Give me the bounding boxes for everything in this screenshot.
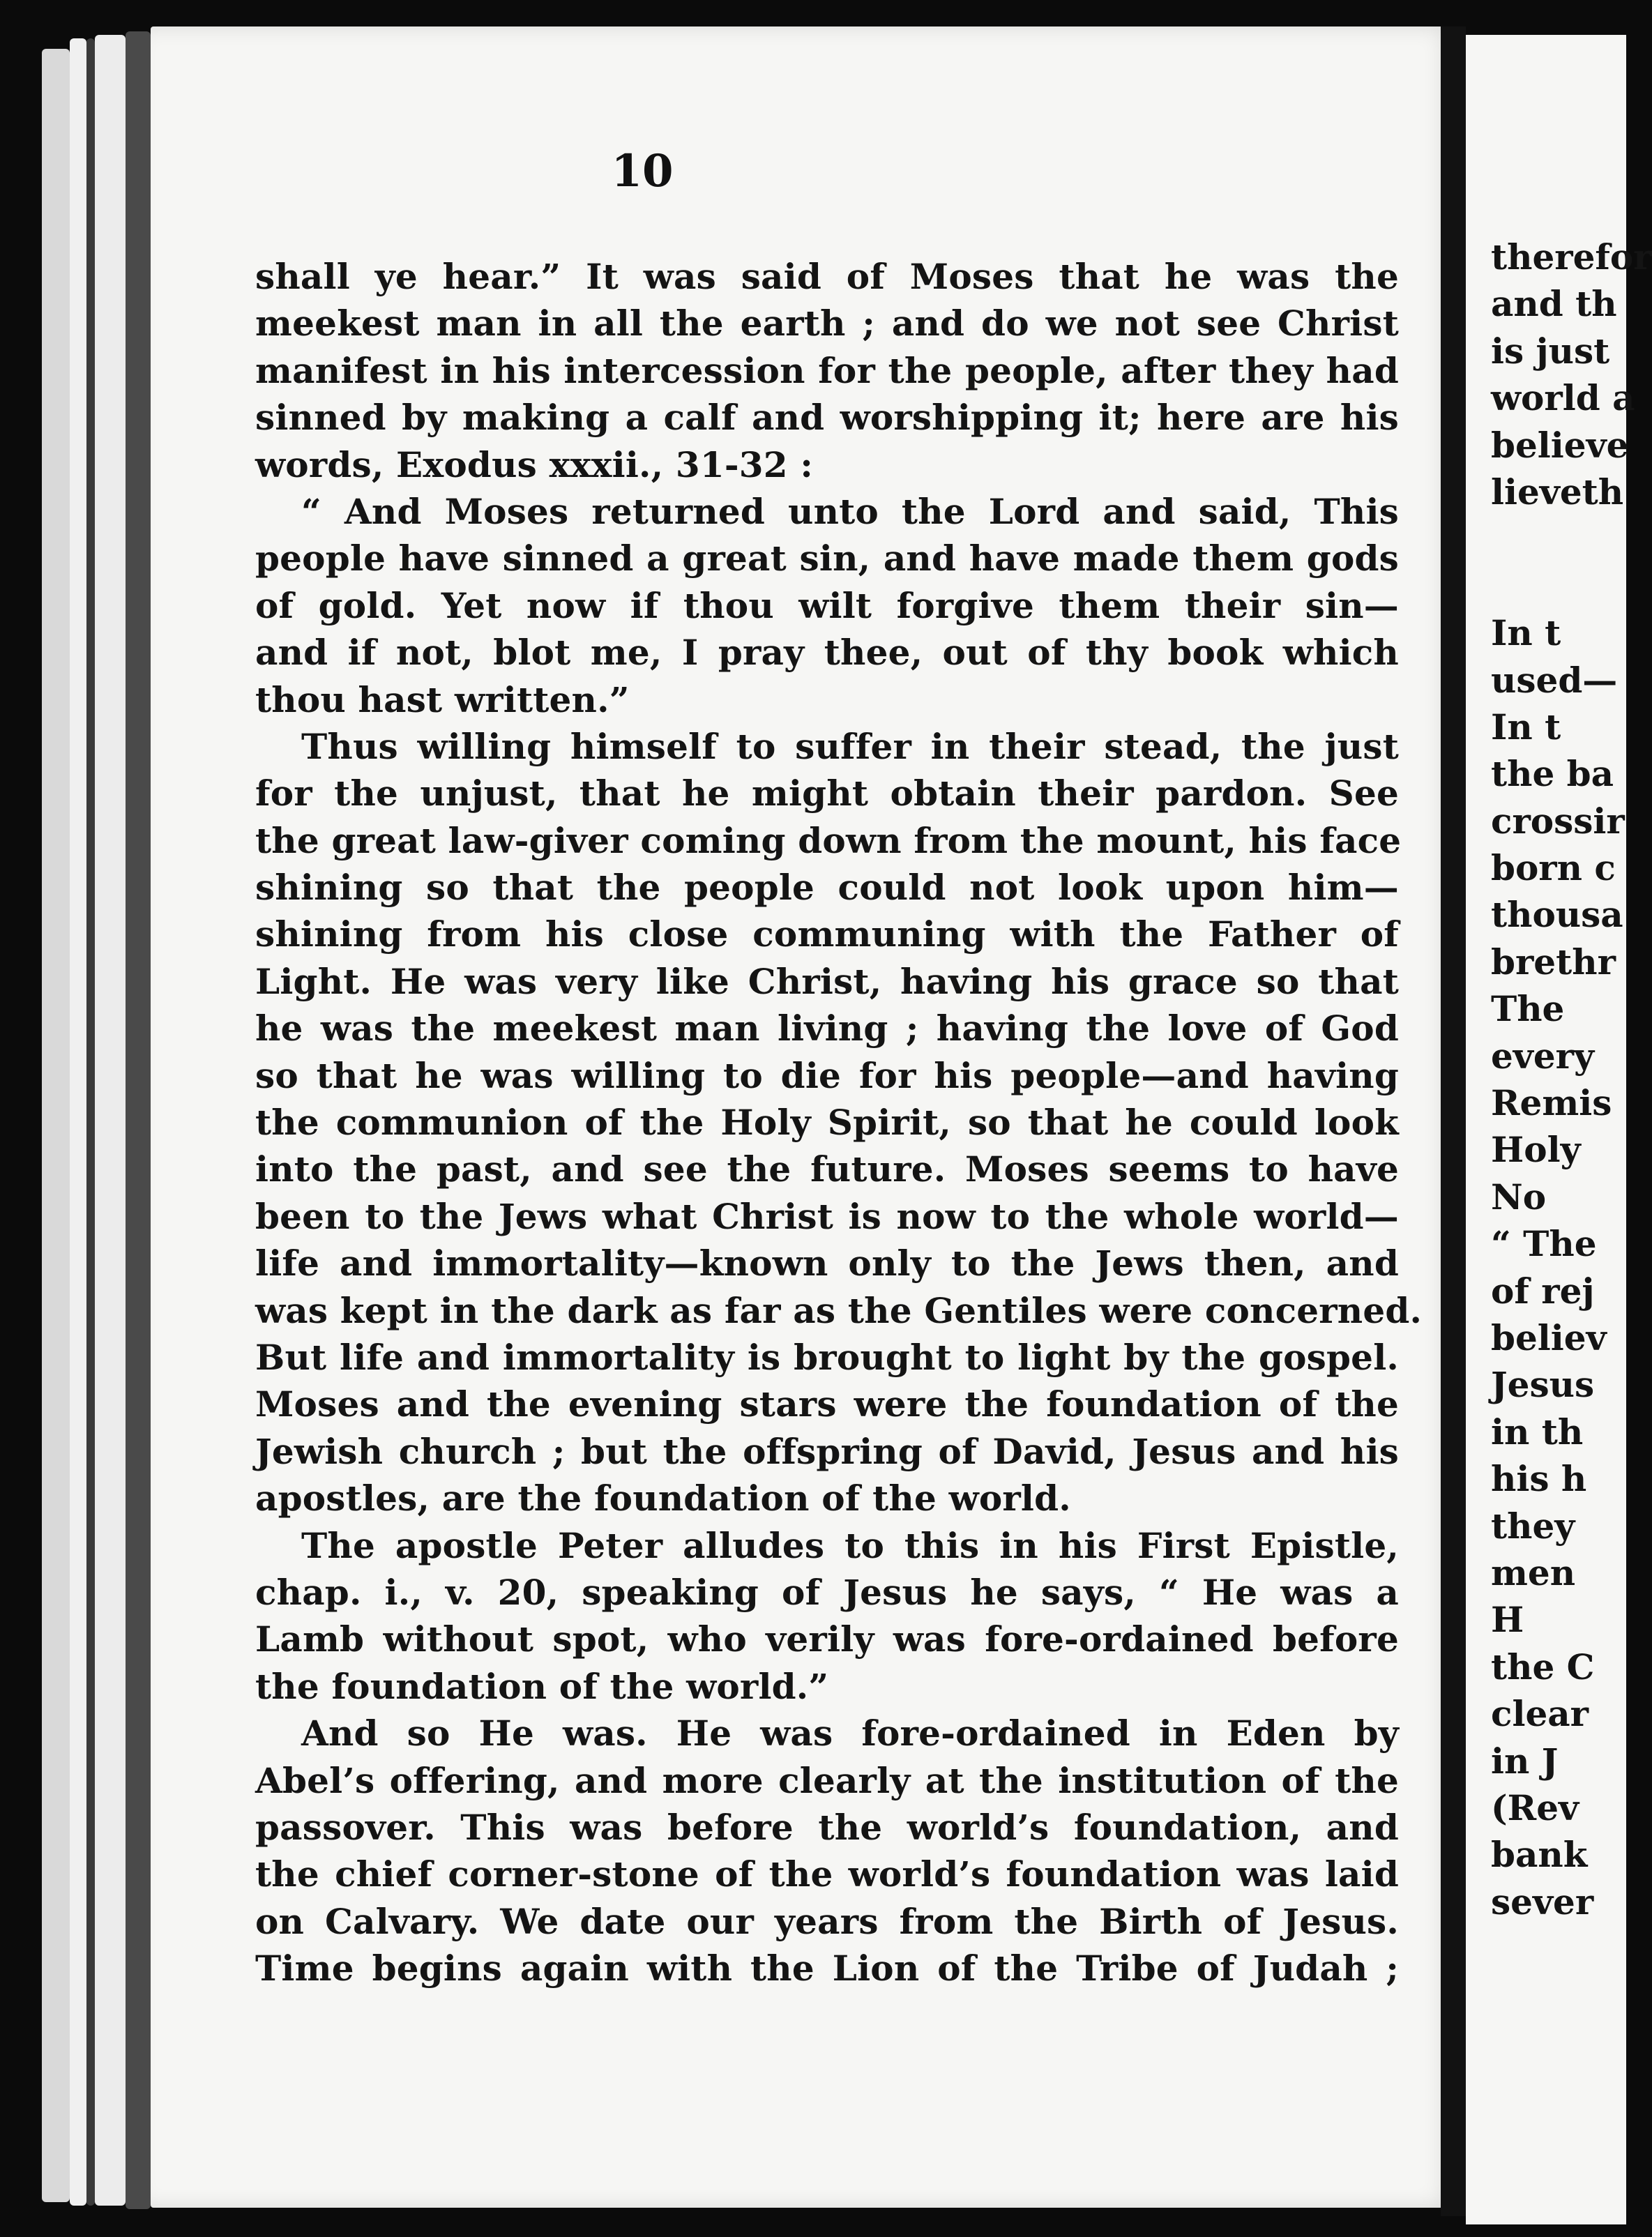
- text-line: But life and immortality is brought to light by the gospel.: [255, 1336, 1399, 1378]
- text-line: bank: [1491, 1834, 1588, 1876]
- text-line: of gold. Yet now if thou wilt forgive them their sin—: [255, 584, 1399, 626]
- text-line: Moses and the evening stars were the foundation of the: [255, 1383, 1399, 1425]
- text-line: and th: [1491, 283, 1617, 325]
- text-line: the communion of the Holy Spirit, so that he could look: [255, 1102, 1399, 1144]
- text-line: Time begins again with the Lion of the Tribe of Judah ;: [255, 1948, 1399, 1989]
- text-line: passover. This was before the world’s foundation, and: [255, 1806, 1399, 1848]
- text-line: into the past, and see the future. Moses seems to have: [255, 1148, 1399, 1190]
- page-number: 10: [611, 145, 674, 197]
- text-line: his h: [1491, 1458, 1587, 1500]
- text-line: in J: [1491, 1740, 1559, 1782]
- text-line: sinned by making a calf and worshipping it; here are his: [255, 397, 1399, 439]
- text-line: thousa: [1491, 894, 1623, 936]
- text-line: in th: [1491, 1411, 1584, 1453]
- text-line: words, Exodus xxxii., 31-32 :: [255, 443, 814, 485]
- text-line: for the unjust, that he might obtain their pardon. See: [255, 773, 1399, 814]
- text-line: the chief corner-stone of the world’s foundation was laid: [255, 1853, 1399, 1895]
- book-edge: [86, 38, 95, 2206]
- text-line: believ: [1491, 1317, 1607, 1358]
- left-page: [151, 26, 1457, 2208]
- text-line: Jewish church ; but the offspring of David, Jesus and his: [255, 1430, 1399, 1472]
- text-line: thou hast written.”: [255, 678, 630, 720]
- text-line: the C: [1491, 1646, 1595, 1688]
- text-line: on Calvary. We date our years from the Birth of Jesus.: [255, 1900, 1399, 1942]
- text-line: apostles, are the foundation of the world.: [255, 1478, 1071, 1519]
- right-page: [1466, 35, 1652, 2224]
- text-line: In t: [1491, 612, 1561, 654]
- text-line: was kept in the dark as far as the Gentiles were concerned.: [255, 1289, 1423, 1331]
- text-line: therefor: [1491, 236, 1652, 278]
- text-line: and if not, blot me, I pray thee, out of thy book which: [255, 632, 1399, 674]
- text-line: been to the Jews what Christ is now to the whole world—: [255, 1195, 1399, 1237]
- book-gutter: [1441, 26, 1466, 2216]
- text-line: The: [1491, 988, 1565, 1030]
- text-line: of rej: [1491, 1270, 1595, 1312]
- text-line: clear: [1491, 1693, 1589, 1735]
- text-line: shining so that the people could not look upon him—: [255, 867, 1399, 909]
- text-line: Jesus: [1491, 1364, 1595, 1406]
- text-line: meekest man in all the earth ; and do we not see Christ: [255, 303, 1399, 344]
- text-line: believe: [1491, 424, 1629, 466]
- text-line: used—: [1491, 659, 1618, 701]
- text-line: every: [1491, 1035, 1595, 1077]
- text-line: H: [1491, 1599, 1524, 1641]
- right-page-text: [1491, 234, 1652, 1925]
- text-line: he was the meekest man living ; having the love of God: [255, 1008, 1399, 1049]
- text-line: the great law-giver coming down from the mount, his face: [255, 819, 1402, 861]
- text-line: Light. He was very like Christ, having his grace so that: [255, 960, 1399, 1002]
- text-line: the foundation of the world.”: [255, 1665, 829, 1707]
- text-line: so that he was willing to die for his people—and having: [255, 1054, 1399, 1096]
- text-line: crossir: [1491, 800, 1625, 842]
- text-line: shining from his close communing with the Father of: [255, 913, 1399, 955]
- book-edge: [70, 38, 86, 2206]
- text-line: No: [1491, 1176, 1547, 1218]
- text-line: men: [1491, 1552, 1576, 1593]
- text-line: “ The: [1491, 1223, 1597, 1265]
- text-line: Lamb without spot, who verily was fore-ordained before: [255, 1618, 1399, 1660]
- text-line: [1491, 515, 1652, 562]
- book-edge: [42, 49, 70, 2202]
- text-line: world a: [1491, 377, 1635, 419]
- text-line: And so He was. He was fore-ordained in Eden by: [301, 1713, 1399, 1754]
- text-line: The apostle Peter alludes to this in his First Epistle,: [301, 1524, 1399, 1566]
- text-line: In t: [1491, 706, 1561, 748]
- text-line: lieveth: [1491, 471, 1624, 513]
- text-line: people have sinned a great sin, and have made them gods: [255, 538, 1399, 579]
- text-line: is just: [1491, 330, 1610, 372]
- text-line: they: [1491, 1505, 1575, 1547]
- text-line: manifest in his intercession for the people, after they had: [255, 349, 1399, 391]
- text-line: (Rev: [1491, 1787, 1579, 1828]
- text-line: [1491, 563, 1652, 609]
- book-edge: [126, 31, 151, 2209]
- text-line: Abel’s offering, and more clearly at the institution of the: [255, 1759, 1399, 1801]
- text-line: “ And Moses returned unto the Lord and said, This: [301, 490, 1399, 532]
- text-line: the ba: [1491, 753, 1614, 795]
- text-line: Thus willing himself to suffer in their stead, the just: [301, 725, 1399, 767]
- text-line: born c: [1491, 847, 1616, 889]
- left-page-text: [255, 253, 1423, 1992]
- text-line: chap. i., v. 20, speaking of Jesus he says, “ He was a: [255, 1571, 1399, 1613]
- text-line: Remis: [1491, 1082, 1612, 1124]
- text-line: shall ye hear.” It was said of Moses that he was the: [255, 256, 1399, 297]
- book-edge: [95, 35, 126, 2206]
- text-line: Holy: [1491, 1129, 1581, 1171]
- text-line: sever: [1491, 1881, 1594, 1923]
- text-line: brethr: [1491, 941, 1616, 983]
- text-line: life and immortality—known only to the Jews then, and: [255, 1243, 1399, 1284]
